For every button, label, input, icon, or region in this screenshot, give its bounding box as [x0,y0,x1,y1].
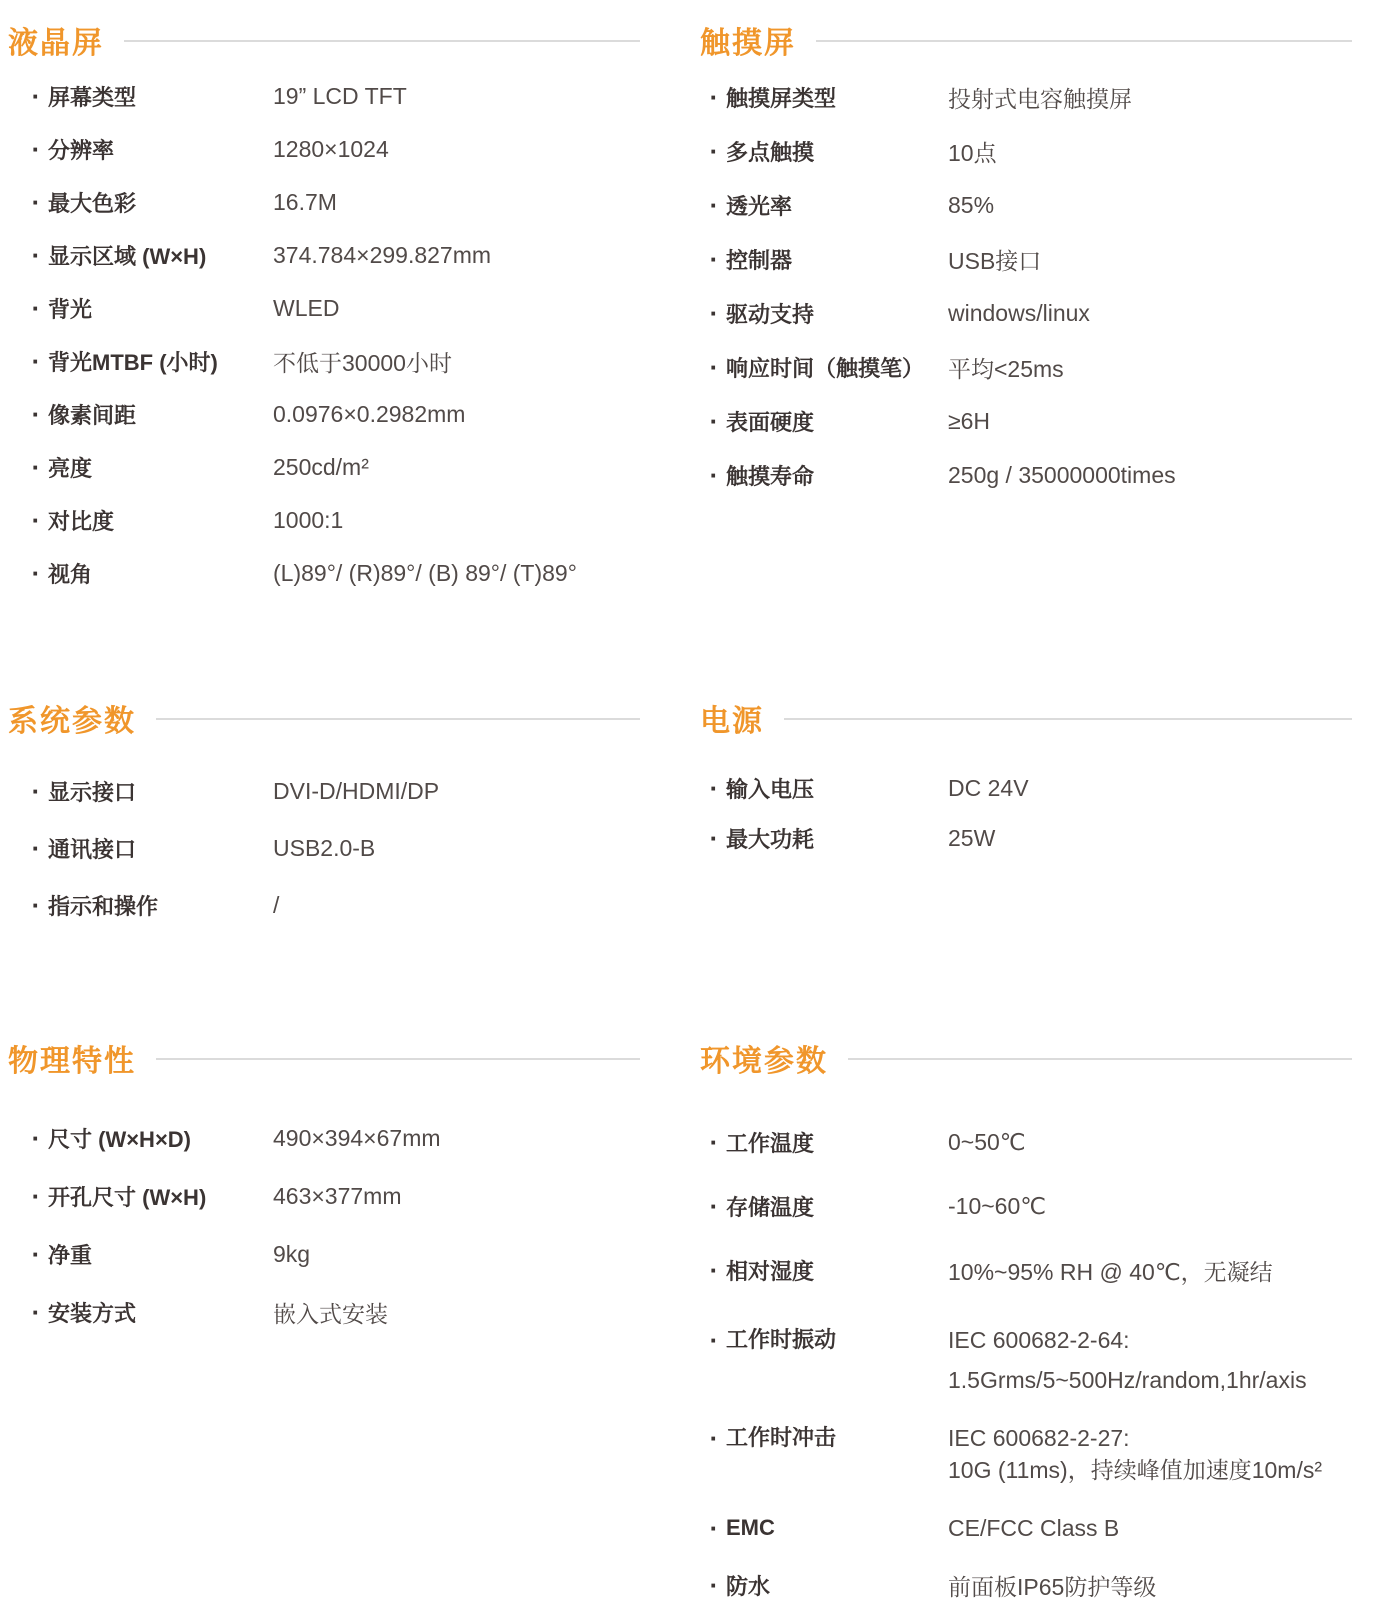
bullet-icon: · [709,135,719,166]
bullet-icon: · [709,1423,719,1453]
spec-label: 工作时冲击 [726,1425,837,1450]
spec-value-line2: 1.5Grms/5~500Hz/random,1hr/axis [948,1367,1307,1393]
spec-value: DVI-D/HDMI/DP [273,778,440,804]
bullet-icon: · [709,1325,719,1355]
spec-row [8,229,640,282]
section-divider-line [784,718,1352,720]
spec-list [8,763,640,934]
spec-value: 490×394×67mm [273,1124,441,1151]
spec-row [700,286,1352,340]
section-physical [8,1038,640,1341]
spec-value: USB接口 [948,247,1042,274]
spec-value-line2: 10G (11ms)，持续峰值加速度10m/s² [948,1457,1323,1483]
spec-row [8,123,640,176]
spec-list [700,763,1352,863]
spec-row [700,70,1352,124]
spec-row [8,441,640,494]
bullet-icon: · [31,833,41,863]
bullet-icon: · [31,134,41,164]
bullet-icon: · [709,1512,719,1543]
spec-label: 显示接口 [48,780,137,805]
bullet-icon: · [31,1296,41,1327]
spec-row [700,124,1352,178]
spec-value: 1280×1024 [273,136,389,162]
spec-row [700,763,1352,813]
spec-row [8,494,640,547]
spec-row [8,763,640,820]
spec-row [8,1225,640,1283]
spec-label: 通讯接口 [48,837,137,862]
bullet-icon: · [31,399,41,429]
bullet-icon: · [31,1238,41,1269]
spec-label: 触摸屏类型 [726,85,837,111]
section-environment [700,1038,1352,1605]
bullet-icon: · [31,505,41,535]
section-title-system: 系统参数 [8,705,136,738]
section-title-physical: 物理特性 [8,1045,136,1078]
bullet-icon: · [31,240,41,270]
spec-row [700,448,1352,502]
spec-label: 透光率 [726,193,793,219]
spec-label: 多点触摸 [726,139,815,165]
spec-value: 嵌入式安装 [273,1300,388,1327]
spec-label: 亮度 [48,456,93,481]
spec-row [700,813,1352,863]
bullet-icon: · [709,822,719,853]
bullet-icon: · [31,1122,41,1153]
spec-value: 1000:1 [273,507,344,533]
spec-label: 相对湿度 [726,1258,815,1284]
spec-row [700,340,1352,394]
spec-value: 9kg [273,1240,311,1267]
section-touch-screen [700,20,1352,502]
spec-value: USB2.0-B [273,835,376,861]
spec-value: 0.0976×0.2982mm [273,401,466,427]
spec-label: 背光 [48,297,93,322]
spec-value: 19” LCD TFT [273,83,407,109]
section-header [700,20,1352,60]
spec-label: 控制器 [726,247,793,273]
spec-label: 屏幕类型 [48,85,137,110]
spec-list [700,70,1352,502]
spec-label: 工作温度 [726,1130,815,1156]
spec-row [8,70,640,123]
spec-value: 85% [948,191,995,218]
spec-list [700,1110,1352,1605]
section-title-lcd: 液晶屏 [8,27,104,60]
bullet-icon: · [709,81,719,112]
spec-value: 前面板IP65防护等级 [948,1573,1157,1600]
spec-value: WLED [273,295,340,321]
spec-label: 驱动支持 [726,301,815,327]
spec-label: 开孔尺寸 (W×H) [48,1184,207,1210]
spec-label: 最大色彩 [48,191,137,216]
bullet-icon: · [709,405,719,436]
spec-row [8,877,640,934]
bullet-icon: · [31,81,41,111]
spec-label: 输入电压 [726,776,815,802]
spec-label: 防水 [726,1573,771,1599]
bullet-icon: · [31,346,41,376]
spec-value: windows/linux [948,299,1090,326]
spec-row [700,1110,1352,1174]
spec-label: 存储温度 [726,1194,815,1220]
section-divider-line [124,40,640,42]
spec-value: 不低于30000小时 [273,350,452,376]
spec-row [700,1565,1352,1605]
bullet-icon: · [709,243,719,274]
spec-label: 对比度 [48,509,115,534]
spec-label: 分辨率 [48,138,115,163]
spec-label: 响应时间（触摸笔） [726,355,925,381]
spec-row [700,394,1352,448]
section-header [700,1038,1352,1078]
section-header [8,698,640,738]
section-header [8,20,640,60]
spec-list [8,70,640,600]
spec-row [700,1238,1352,1302]
spec-label: 尺寸 (W×H×D) [48,1126,192,1152]
spec-row [700,232,1352,286]
spec-row [8,176,640,229]
spec-value: 10%~95% RH @ 40℃，无凝结 [948,1258,1273,1285]
spec-label: 工作时振动 [726,1327,837,1352]
bullet-icon: · [709,189,719,220]
spec-row [8,388,640,441]
spec-value: 250cd/m² [273,454,369,480]
spec-value: / [273,892,280,918]
bullet-icon: · [31,1180,41,1211]
section-title-power: 电源 [700,705,764,738]
section-lcd-panel [8,20,640,600]
bullet-icon: · [709,459,719,490]
spec-value: CE/FCC Class B [948,1514,1120,1541]
spec-label: 净重 [48,1242,93,1268]
spec-row [700,1508,1352,1548]
spec-value: 250g / 35000000times [948,461,1176,488]
bullet-icon: · [31,776,41,806]
spec-row [8,282,640,335]
bullet-icon: · [709,351,719,382]
section-system-params [8,698,640,934]
spec-value: ≥6H [948,407,991,434]
spec-label: 视角 [48,562,93,587]
spec-row [8,820,640,877]
bullet-icon: · [31,558,41,588]
spec-value: -10~60℃ [948,1192,1047,1219]
section-header [8,1038,640,1078]
spec-list [8,1109,640,1341]
bullet-icon: · [31,187,41,217]
spec-row [700,1174,1352,1238]
bullet-icon: · [709,1569,719,1600]
spec-label: 显示区域 (W×H) [48,244,207,269]
spec-row [700,1320,1352,1400]
spec-row [8,1109,640,1167]
spec-label: 像素间距 [48,403,137,428]
spec-value: 374.784×299.827mm [273,242,492,268]
spec-value: (L)89°/ (R)89°/ (B) 89°/ (T)89° [273,560,577,586]
spec-value-line1: IEC 600682-2-27: [948,1425,1130,1451]
bullet-icon: · [709,1190,719,1221]
spec-label: 触摸寿命 [726,463,815,489]
bullet-icon: · [709,1254,719,1285]
spec-value: 463×377mm [273,1182,402,1209]
spec-value: 0~50℃ [948,1128,1026,1155]
spec-value: 10点 [948,139,997,166]
spec-label: 安装方式 [48,1300,137,1326]
bullet-icon: · [709,297,719,328]
spec-value-line1: IEC 600682-2-64: [948,1327,1130,1353]
bullet-icon: · [31,890,41,920]
spec-value: 平均<25ms [948,355,1064,382]
spec-label: 表面硬度 [726,409,815,435]
spec-value: 投射式电容触摸屏 [948,85,1132,112]
spec-label: 最大功耗 [726,826,815,852]
spec-row [8,1283,640,1341]
spec-label: EMC [726,1515,775,1540]
bullet-icon: · [709,772,719,803]
spec-value [948,1320,1307,1400]
section-title-touch: 触摸屏 [700,27,796,60]
spec-value: 25W [948,824,996,851]
spec-label: 背光MTBF (小时) [48,350,218,375]
spec-row [8,547,640,600]
section-header [700,698,1352,738]
bullet-icon: · [31,452,41,482]
section-divider-line [816,40,1352,42]
spec-row [700,1422,1352,1486]
section-divider-line [156,1058,640,1060]
bullet-icon: · [709,1126,719,1157]
spec-row [8,335,640,388]
spec-value [948,1422,1322,1486]
section-title-environment: 环境参数 [700,1045,828,1078]
spec-label: 指示和操作 [48,894,159,919]
spec-row [700,178,1352,232]
spec-value: DC 24V [948,774,1029,801]
spec-value: 16.7M [273,189,337,215]
spec-row [8,1167,640,1225]
section-power [700,698,1352,863]
section-divider-line [848,1058,1352,1060]
section-divider-line [156,718,640,720]
bullet-icon: · [31,293,41,323]
